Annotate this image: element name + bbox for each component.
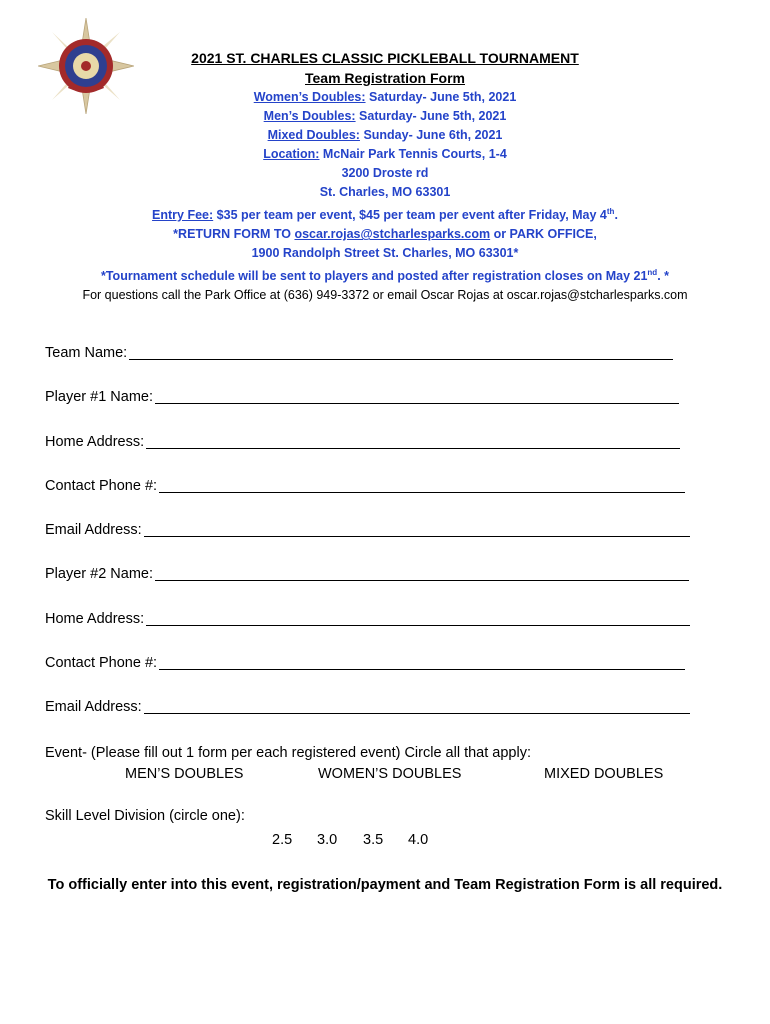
- registration-fields: [45, 345, 725, 744]
- event-option-mens[interactable]: MEN’S DOUBLES: [125, 766, 244, 782]
- event-option-womens[interactable]: WOMEN’S DOUBLES: [318, 766, 462, 782]
- player1-email-field[interactable]: Email Address:: [45, 522, 725, 566]
- form-subtitle: Team Registration Form: [305, 70, 465, 86]
- skill-level-3-5[interactable]: 3.5: [363, 832, 384, 848]
- skill-level-label: Skill Level Division (circle one):: [45, 808, 245, 824]
- player2-phone-field[interactable]: Contact Phone #:: [45, 655, 725, 699]
- form-header: [0, 48, 770, 305]
- skill-level-2-5[interactable]: 2.5: [272, 832, 293, 848]
- tournament-title: 2021 ST. CHARLES CLASSIC PICKLEBALL TOURNAMENT: [191, 50, 579, 66]
- location: Location: McNair Park Tennis Courts, 1-4: [263, 147, 507, 161]
- schedule-womens: Women’s Doubles: Saturday- June 5th, 2021: [253, 90, 517, 104]
- return-email-link[interactable]: oscar.rojas@stcharlesparks.com: [294, 227, 491, 242]
- player2-address-field[interactable]: Home Address:: [45, 611, 725, 655]
- schedule-mens: Men’s Doubles: Saturday- June 5th, 2021: [263, 109, 507, 123]
- player1-phone-field[interactable]: Contact Phone #:: [45, 478, 725, 522]
- player2-email-field[interactable]: Email Address:: [45, 699, 725, 743]
- schedule-note: *Tournament schedule will be sent to players and posted after registration closes on May 21nd. *: [100, 268, 670, 284]
- office-address: 1900 Randolph Street St. Charles, MO 63301*: [251, 246, 519, 261]
- address-street: 3200 Droste rd: [341, 166, 429, 180]
- entry-fee: Entry Fee: $35 per team per event, $45 per team per event after Friday, May 4th.: [152, 207, 618, 223]
- team-name-field[interactable]: Team Name:: [45, 345, 725, 389]
- event-option-mixed[interactable]: MIXED DOUBLES: [544, 766, 664, 782]
- player1-name-field[interactable]: Player #1 Name:: [45, 389, 725, 433]
- event-instruction: Event- (Please fill out 1 form per each registered event) Circle all that apply:: [45, 745, 531, 761]
- address-city: St. Charles, MO 63301: [319, 185, 451, 199]
- player2-name-field[interactable]: Player #2 Name:: [45, 566, 725, 610]
- schedule-mixed: Mixed Doubles: Sunday- June 6th, 2021: [267, 128, 503, 142]
- return-instructions: *RETURN FORM TO oscar.rojas@stcharlesparks.com or PARK OFFICE,: [173, 227, 597, 242]
- contact-info: For questions call the Park Office at (636) 949-3372 or email Oscar Rojas at oscar.rojas@stcharlesparks.com: [82, 288, 688, 303]
- footer-requirement: To officially enter into this event, registration/payment and Team Registration Form is all required.: [47, 877, 723, 893]
- player1-address-field[interactable]: Home Address:: [45, 434, 725, 478]
- skill-level-4-0[interactable]: 4.0: [408, 832, 429, 848]
- skill-level-3-0[interactable]: 3.0: [317, 832, 338, 848]
